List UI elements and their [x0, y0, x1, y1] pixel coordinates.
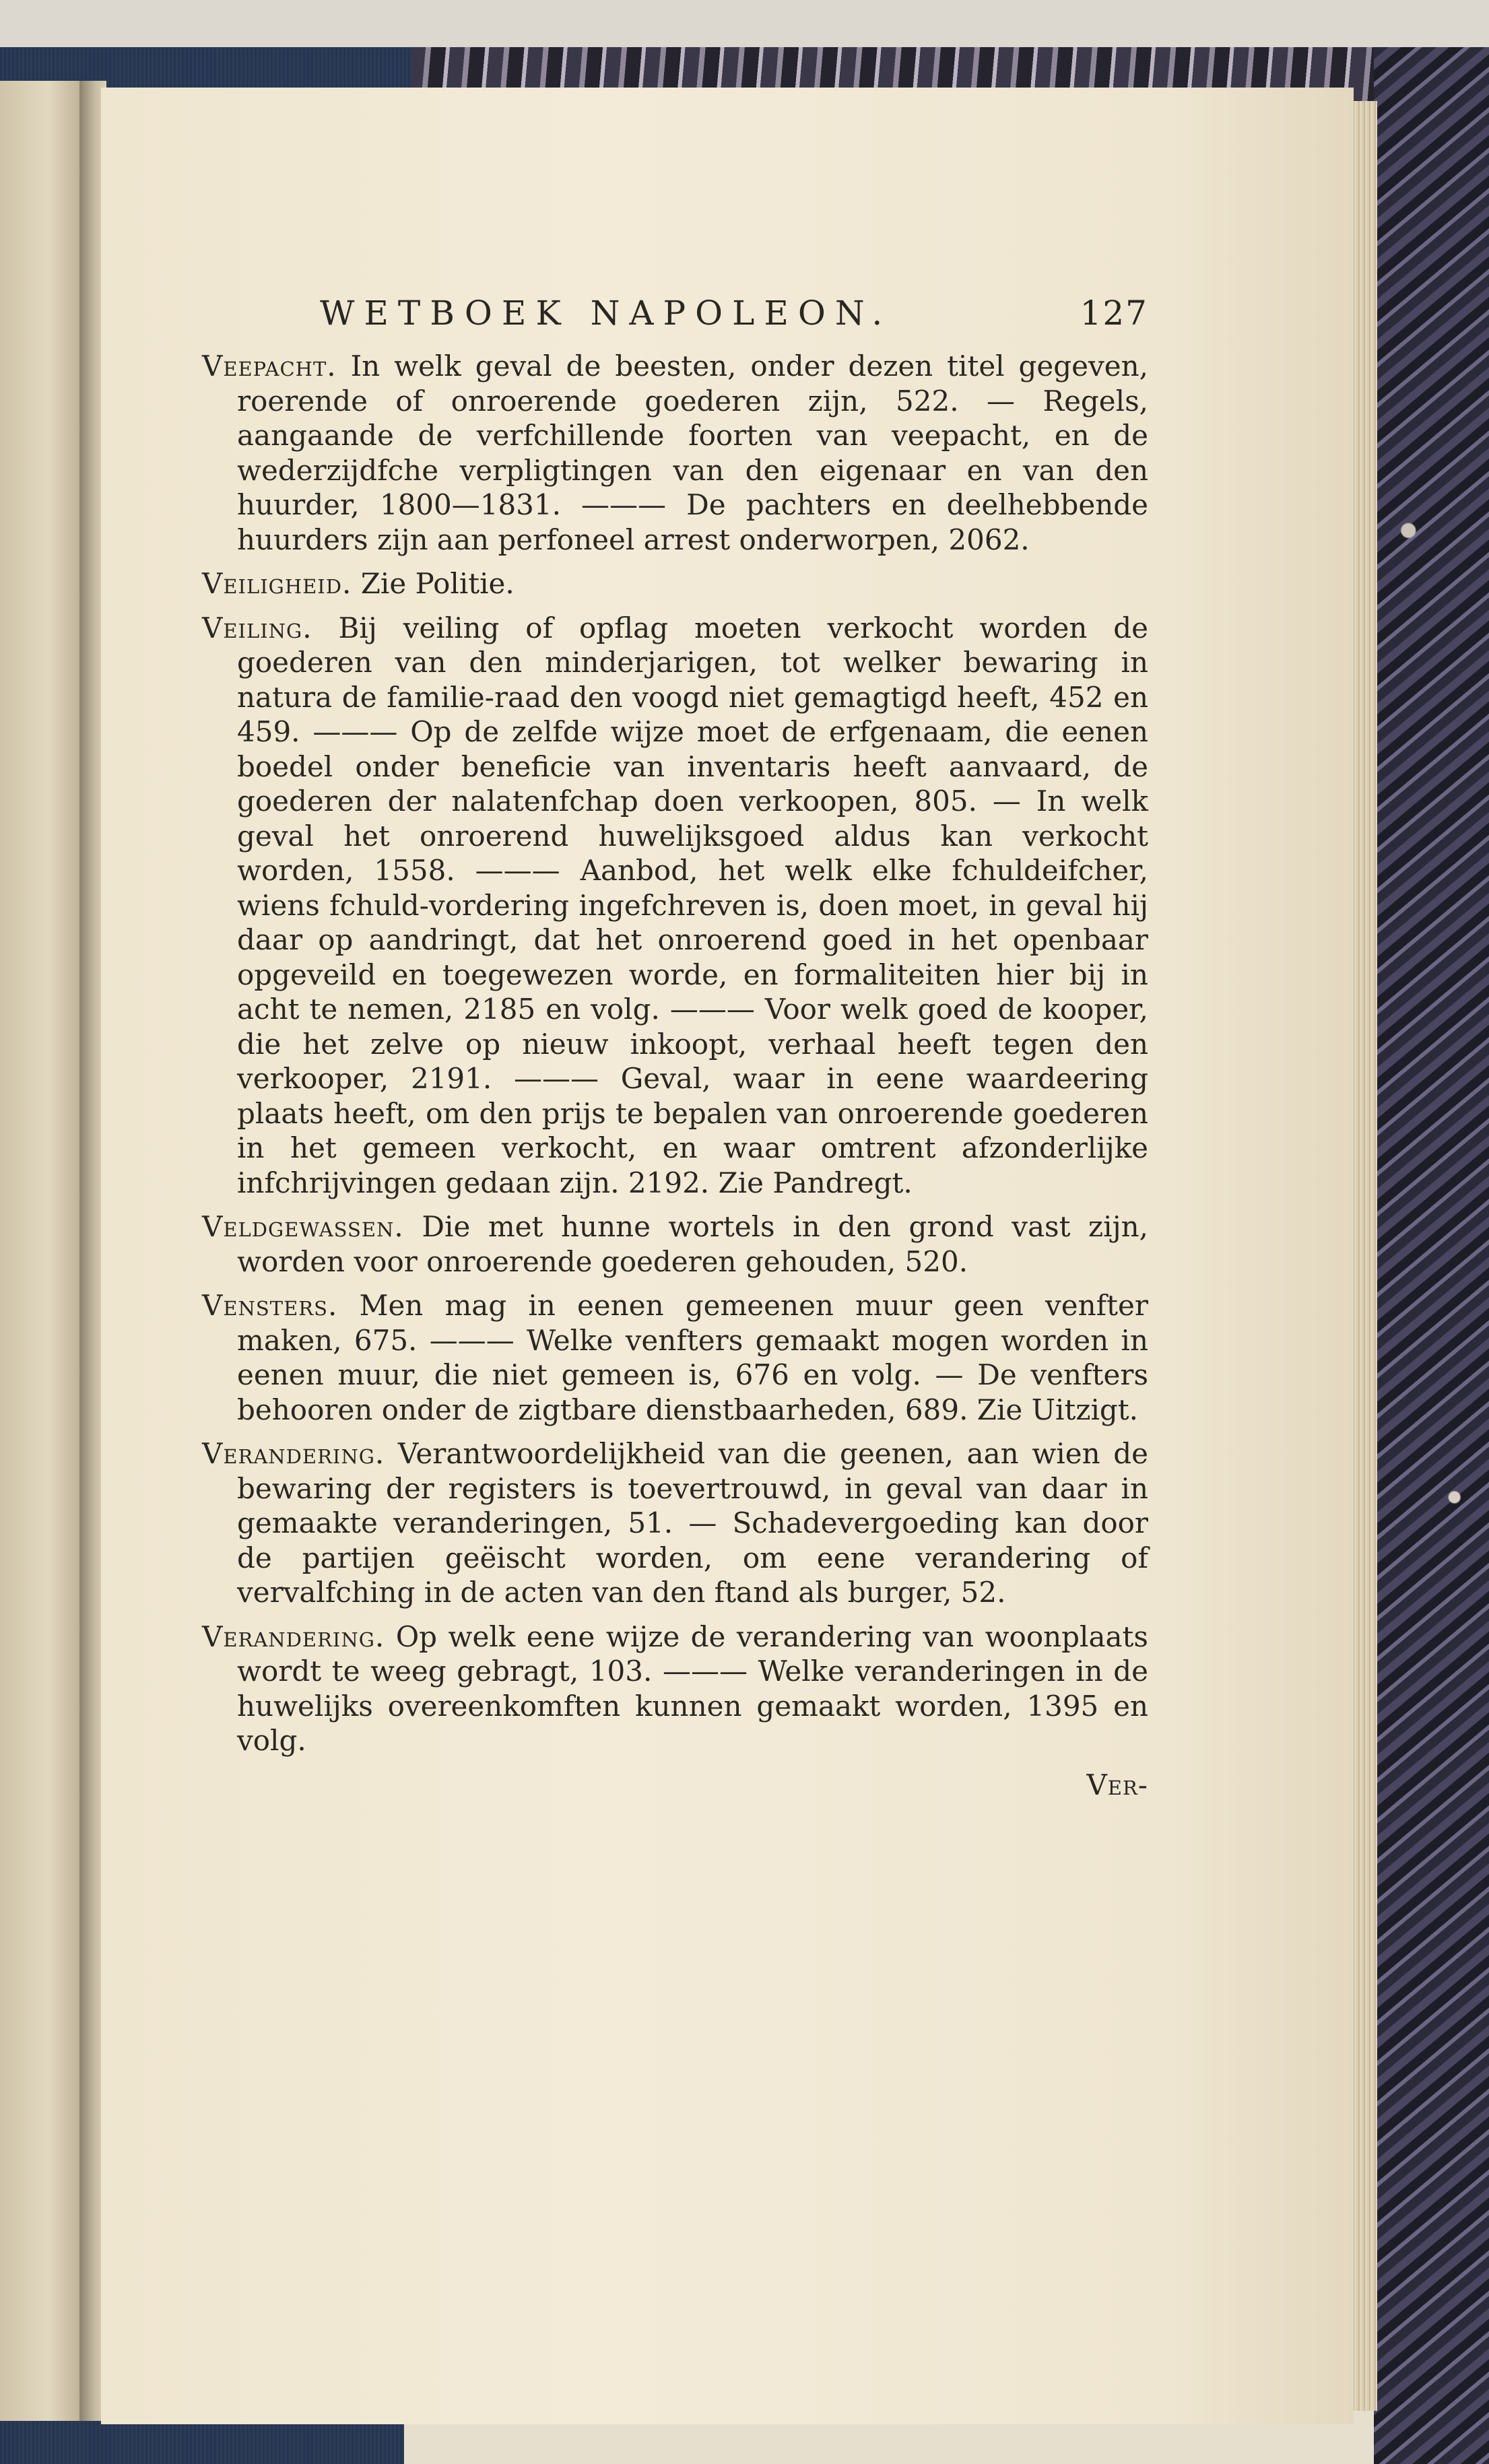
page-number: 127 [1080, 294, 1148, 333]
entry-term: Veiligheid. [202, 567, 352, 600]
entry-term: Vensters. [202, 1289, 338, 1322]
index-entry [202, 1209, 1148, 1279]
entry-text: Men mag in eenen gemeenen muur geen venfter maken, 675. ——— Welke venfters gemaakt mogen worden in eenen muur, die niet gemeen is, 676 en volg. — De venfters behooren onder de zigtbare dienstbaarheden, 689. Zie Uitzigt. [237, 1289, 1148, 1426]
index-entry [202, 349, 1148, 557]
index-entry [202, 566, 1148, 601]
header-title: WETBOEK NAPOLEON. [320, 294, 892, 333]
entry-term: Veiling. [202, 611, 312, 644]
entry-text: Zie Politie. [360, 567, 515, 600]
marbled-board-right [1374, 47, 1489, 2464]
background-strip [0, 0, 1489, 47]
running-header [202, 296, 1148, 343]
entry-term: Verandering. [202, 1620, 385, 1653]
index-entry [202, 611, 1148, 1201]
entry-text: Verantwoordelijkheid van die geenen, aan wien de bewaring der registers is toevertrouwd, in geval van daar in gemaakte veranderingen, 51. — Schadevergoeding kan door de partijen geëischt worden, om eene verandering of vervalfching in de acten van den ftand als burger, 52. [237, 1437, 1149, 1609]
entry-text: Die met hunne wortels in den grond vast zijn, worden voor onroerende goederen gehouden, 520. [237, 1210, 1148, 1278]
page-text [202, 296, 1148, 1802]
facing-page-left [0, 81, 81, 2424]
entry-term: Veldgewassen. [202, 1210, 404, 1243]
entry-text: In welk geval de beesten, onder dezen titel gegeven, roerende of onroerende goederen zijn, 522. — Regels, aangaande de verfchillende foorten van veepacht, en de wederzijdfche verpligtingen van den eigenaar en van den huurder, 1800—1831. ——— De pachters en deelhebbende huurders zijn aan perfoneel arrest onderworpen, 2062. [237, 349, 1148, 556]
entry-term: Veepacht. [202, 349, 337, 382]
index-entry [202, 1288, 1148, 1427]
entry-term: Verandering. [202, 1437, 385, 1470]
cloth-binding-bottom [0, 2421, 404, 2464]
entry-text: Bij veiling of opflag moeten verkocht worden de goederen van den minderjarigen, tot welker bewaring in natura de familie-raad den voogd niet gemagtigd heeft, 452 en 459. ——— Op de zelfde wijze moet de erfgenaam, die eenen boedel onder beneficie van inventaris heeft aanvaard, de goederen der nalatenfchap doen verkoopen, 805. — In welk geval het onroerend huwelijksgoed aldus kan verkocht worden, 1558. ——— Aanbod, het welk elke fchuldeifcher, wiens fchuld-vordering ingefchreven is, doen moet, in geval hij daar op aandringt, dat het onroerend goed in het openbaar opgeveild en toegewezen worde, en formaliteiten hier bij in acht te nemen, 2185 en volg. ——— Voor welk goed de kooper, die het zelve op nieuw inkoopt, verhaal heeft tegen den verkooper, 2191. ——— Geval, waar in eene waardeering plaats heeft, om den prijs te bepalen van onroerende goederen in het gemeen verkocht, en waar omtrent afzonderlijke infchrijvingen gedaan zijn. 2192. Zie Pandregt. [237, 611, 1148, 1199]
index-entry [202, 1436, 1148, 1610]
entry-text: Op welk eene wijze de verandering van woonplaats wordt te weeg gebragt, 103. ——— Welke veranderingen in de huwelijks overeenkomften kunnen gemaakt worden, 1395 en volg. [237, 1620, 1148, 1757]
catchword: Ver- [1086, 1768, 1148, 1801]
index-entry [202, 1620, 1148, 1758]
